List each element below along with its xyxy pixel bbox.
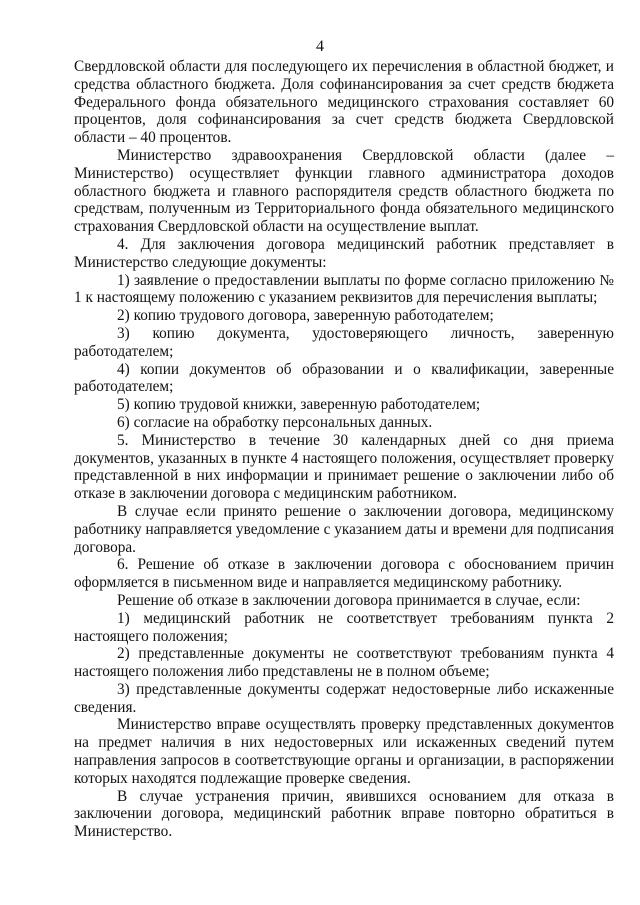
paragraph-item-6: 6. Решение об отказе в заключении договора с обоснованием причин оформляется в письменном виде и направляется медицинскому работнику.: [74, 556, 614, 592]
list-item-labor-contract: 2) копию трудового договора, заверенную работодателем;: [117, 307, 494, 325]
list-item-education-documents: 4) копии документов об образовании и о квалификации, заверенные работодателем;: [74, 360, 614, 396]
list-item-identity-document: 3) копию документа, удостоверяющего личность, заверенную работодателем;: [74, 324, 614, 360]
paragraph-reapply: В случае устранения причин, явившихся основанием для отказа в заключении договора, медицинский работник вправе повторно обратиться в Министерство.: [74, 787, 614, 841]
paragraph-notification: В случае если принято решение о заключении договора, медицинскому работнику направляется уведомление с указанием даты и времени для подписания договора.: [74, 502, 614, 556]
list-item-employment-book: 5) копию трудовой книжки, заверенную работодателем;: [117, 396, 481, 414]
list-item-data-consent: 6) согласие на обработку персональных данных.: [117, 413, 433, 431]
list-item-application: 1) заявление о предоставлении выплаты по форме согласно приложению № 1 к настоящему положению с указанием реквизитов для перечисления выплаты;: [74, 271, 614, 307]
paragraph-item-4: 4. Для заключения договора медицинский работник представляет в Министерство следующие документы:: [74, 235, 614, 271]
list-item-refusal-2: 2) представленные документы не соответствуют требованиям пункта 4 настоящего положения либо представлены не в полном объеме;: [74, 645, 614, 681]
paragraph-ministry-functions: Министерство здравоохранения Свердловской области (далее – Министерство) осуществляет функции главного администратора доходов областного бюджета и главного распорядителя средств областного бюджета по средствам, полученным из Территориального фонда обязательного медицинского страхования Свердловской области на осуществление выплат.: [74, 146, 614, 236]
paragraph-refusal-cases: Решение об отказе в заключении договора принимается в случае, если:: [117, 591, 581, 609]
paragraph-verification: Министерство вправе осуществлять проверку представленных документов на предмет наличия в них недостоверных или искаженных сведений путем направления запросов в соответствующие органы и организации, в распоряжении которых находятся подлежащие проверке сведения.: [74, 716, 614, 787]
list-item-refusal-3: 3) представленные документы содержат недостоверные либо искаженные сведения.: [74, 680, 614, 716]
paragraph-item-5: 5. Министерство в течение 30 календарных дней со дня приема документов, указанных в пункте 4 настоящего положения, осуществляет проверку представленной в них информации и принимает решение о заключении либо об отказе в заключении договора с медицинским работником.: [74, 431, 614, 503]
document-body: [74, 58, 614, 841]
list-item-refusal-1: 1) медицинский работник не соответствует требованиям пункта 2 настоящего положения;: [74, 609, 614, 645]
paragraph-continuation: Свердловской области для последующего их перечисления в областной бюджет, и средства областного бюджета. Доля софинансирования за счет средств бюджета Федерального фонда обязательного медицинского страхования составляет 60 процентов, доля софинансирования за счет средств бюджета Свердловской области – 40 процентов.: [74, 58, 614, 147]
page-number: 4: [316, 38, 324, 55]
